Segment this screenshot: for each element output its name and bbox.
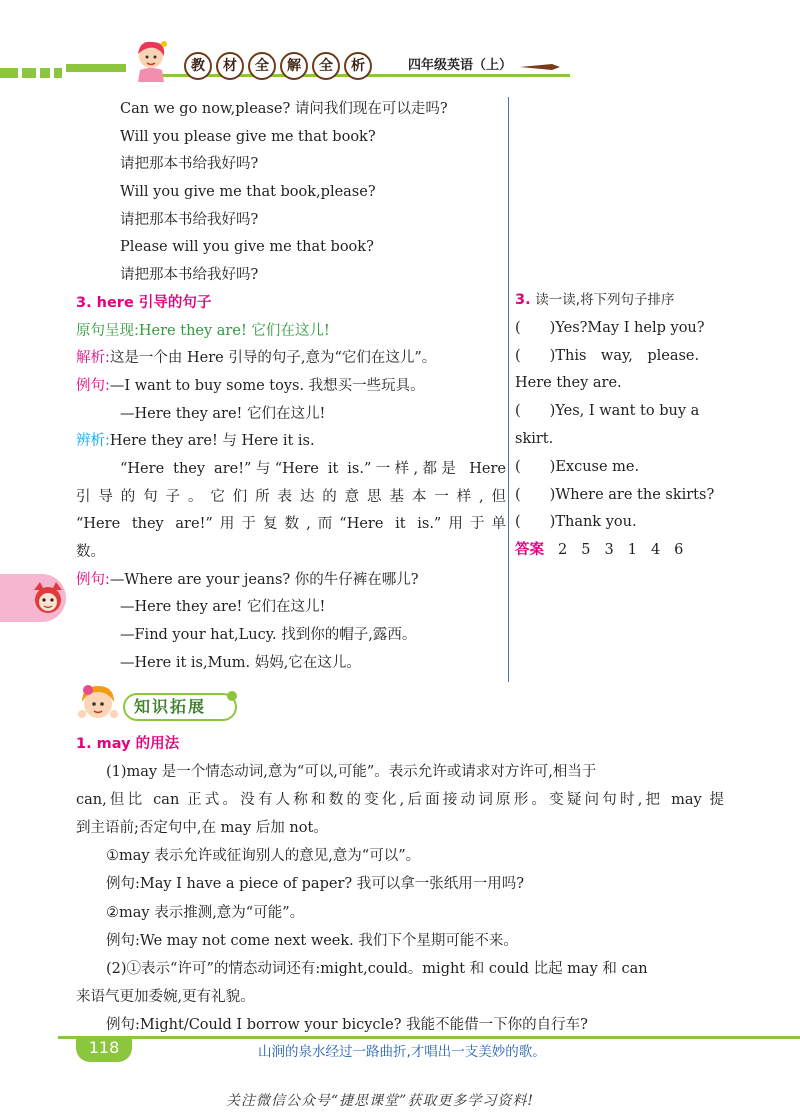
- body-line: ②may 表示推测,意为“可能”。: [106, 904, 305, 921]
- example-line: [76, 567, 506, 595]
- title-char: 全: [248, 52, 276, 80]
- body-line: 例句:Might/Could I borrow your bicycle? 我能不能借一下你的自行车?: [106, 1016, 588, 1033]
- example-line: —Here they are! 它们在这儿!: [120, 405, 326, 422]
- body-line: 例句:May I have a piece of paper? 我可以拿一张纸用一用吗?: [106, 876, 525, 893]
- exercise-line: ( )Yes, I want to buy a: [515, 403, 700, 420]
- body-line: can,但比 can 正式。没有人称和数的变化,后面接动词原形。变疑问句时,把 may 提: [76, 792, 724, 809]
- title-char: 教: [184, 52, 212, 80]
- example-line: —Here they are! 它们在这儿!: [120, 599, 326, 616]
- exercise-line: skirt.: [515, 430, 554, 447]
- header-deco-block: [40, 68, 50, 78]
- body-line: 例句:We may not come next week. 我们下个星期可能不来。: [106, 932, 518, 949]
- distinguish-text: Here they are! 与 Here it is.: [109, 433, 315, 450]
- grade-label: 四年级英语（上）: [408, 58, 513, 73]
- original-label: 原句呈现:: [76, 322, 139, 339]
- column-divider: [508, 97, 509, 682]
- exercise-number: 3.: [515, 292, 531, 308]
- distinguish-label: 辨析:: [76, 433, 110, 450]
- girl-mascot-icon: [74, 680, 122, 728]
- pencil-icon: [520, 62, 560, 72]
- distinguish-paragraph-line: “Here they are!”用于复数,而“Here it is.”用于单: [76, 516, 506, 533]
- text-line: 请把那本书给我好吗?: [120, 156, 259, 173]
- distinguish-paragraph-line: 引导的句子。它们所表达的意思基本一样,但: [76, 488, 506, 505]
- exercise-instruction: 读一读,将下列句子排序: [535, 292, 675, 308]
- header-deco-bar: [66, 64, 126, 72]
- original-text: Here they are! 它们在这儿!: [138, 322, 330, 339]
- example-label: 例句:: [76, 377, 110, 394]
- text-line: 请把那本书给我好吗?: [120, 267, 259, 284]
- footer-rule: [58, 1036, 800, 1039]
- title-char: 材: [216, 52, 244, 80]
- answer-value: 3: [604, 542, 614, 559]
- exercise-line: ( )Excuse me.: [515, 458, 640, 475]
- exercise-line: ( )Thank you.: [515, 514, 637, 531]
- page-number: 118: [76, 1036, 132, 1062]
- exercise-heading: [515, 287, 727, 315]
- header-deco-block: [0, 68, 18, 78]
- cartoon-face-icon: [30, 580, 66, 616]
- example-line: [76, 373, 506, 401]
- title-char: 全: [312, 52, 340, 80]
- header-deco-block: [22, 68, 36, 78]
- body-line: (1)may 是一个情态动词,意为“可以,可能”。表示允许或请求对方许可,相当于: [106, 764, 597, 781]
- girl-mascot-icon: [128, 38, 174, 84]
- exercise-line: ( )This way, please.: [515, 347, 700, 364]
- distinguish-paragraph-line: “Here they are!”与“Here it is.”一样,都是 Here: [120, 460, 506, 477]
- example-label: 例句:: [76, 571, 110, 588]
- left-column: [76, 96, 506, 677]
- footer-slogan: 山涧的泉水经过一路曲折,才唱出一支美妙的歌。: [258, 1044, 546, 1060]
- body-line: ①may 表示允许或征询别人的意见,意为“可以”。: [106, 848, 421, 865]
- title-char: 析: [344, 52, 372, 80]
- section-heading: 1. may 的用法: [76, 736, 180, 752]
- book-title: [184, 52, 372, 80]
- body-line: 到主语前;否定句中,在 may 后加 not。: [76, 820, 328, 837]
- body-line: 来语气更加委婉,更有礼貌。: [76, 988, 255, 1005]
- section-badge-title: 知识拓展: [134, 697, 207, 716]
- extension-body: [76, 730, 724, 1039]
- text-line: Will you please give me that book?: [120, 128, 376, 145]
- exercise-column: [515, 287, 727, 565]
- page-header: [0, 0, 800, 98]
- text-line: Can we go now,please? 请问我们现在可以走吗?: [120, 101, 448, 117]
- example-line: —Find your hat,Lucy. 找到你的帽子,露西。: [120, 627, 417, 644]
- header-deco-block: [54, 68, 62, 78]
- section-heading: 3. here 引导的句子: [76, 294, 212, 311]
- analysis-text: 这是一个由 Here 引导的句子,意为“它们在这儿”。: [109, 350, 437, 367]
- answer-value: 5: [581, 542, 591, 559]
- distinguish-paragraph-line: 数。: [76, 544, 105, 560]
- example-text: —I want to buy some toys. 我想买一些玩具。: [109, 377, 425, 394]
- answer-value: 6: [674, 542, 684, 559]
- analysis-line: [76, 345, 506, 373]
- text-line: 请把那本书给我好吗?: [120, 211, 259, 228]
- exercise-line: ( )Where are the skirts?: [515, 486, 715, 503]
- exercise-line: ( )Yes?May I help you?: [515, 319, 705, 336]
- exercise-line: Here they are.: [515, 375, 622, 392]
- title-char: 解: [280, 52, 308, 80]
- answer-row: [515, 537, 727, 565]
- body-line: (2)①表示“许可”的情态动词还有:might,could。might 和 could 比起 may 和 can: [106, 960, 648, 977]
- example-line: —Here it is,Mum. 妈妈,它在这儿。: [120, 654, 361, 671]
- analysis-label: 解析:: [76, 350, 110, 367]
- text-line: Please will you give me that book?: [120, 239, 374, 256]
- answer-label: 答案: [515, 542, 544, 559]
- answer-value: 2: [558, 542, 568, 559]
- watermark-text: 关注微信公众号“捷思课堂”获取更多学习资料!: [226, 1093, 534, 1109]
- distinguish-line: [76, 428, 506, 456]
- example-text: —Where are your jeans? 你的牛仔裤在哪儿?: [109, 571, 419, 588]
- text-line: Will you give me that book,please?: [120, 184, 376, 201]
- answer-value: 1: [627, 542, 637, 559]
- answer-value: 4: [650, 542, 661, 559]
- original-sentence: [76, 318, 506, 346]
